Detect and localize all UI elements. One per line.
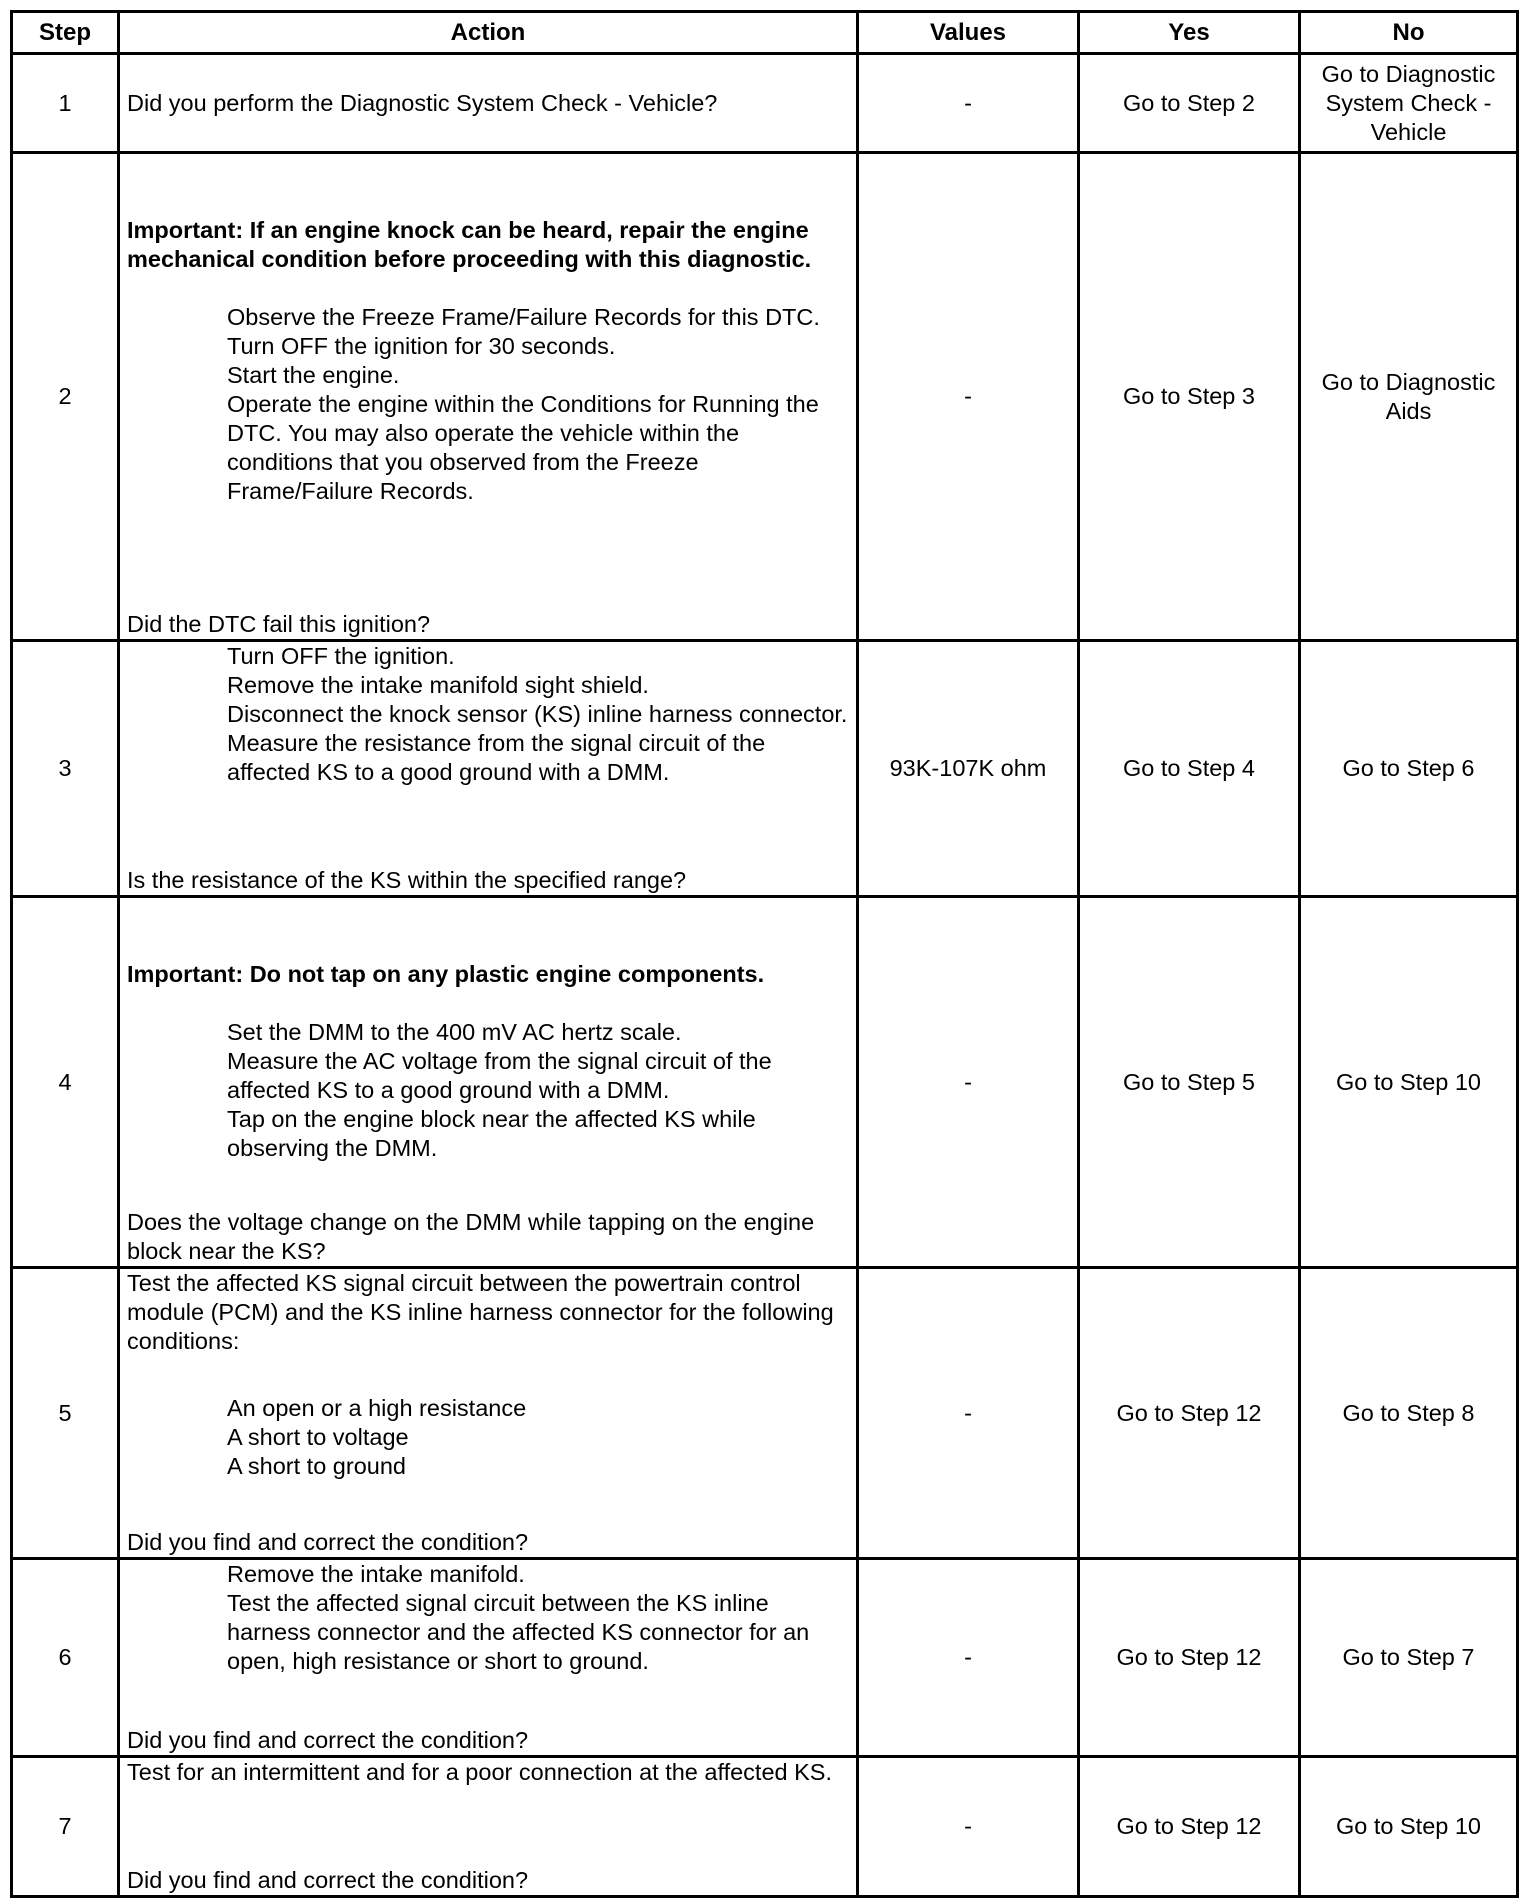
values-cell: 93K-107K ohm <box>858 641 1079 897</box>
diagnostic-table <box>10 10 1519 1898</box>
action-cell <box>119 641 858 897</box>
action-question: Is the resistance of the KS within the specified range? <box>127 867 687 893</box>
step-number: 1 <box>12 54 119 153</box>
action-intro: Did you perform the Diagnostic System Check - Vehicle? <box>127 89 718 116</box>
action-intro: Test for an intermittent and for a poor connection at the affected KS. <box>127 1759 832 1785</box>
action-cell <box>119 153 858 641</box>
table-row <box>12 54 1518 153</box>
no-cell: Go to Diagnostic Aids <box>1300 153 1518 641</box>
table-row <box>12 1559 1518 1757</box>
procedure-step: Remove the intake manifold. <box>227 1561 525 1587</box>
action-cell <box>119 1268 858 1559</box>
step-number: 2 <box>12 153 119 641</box>
header-no: No <box>1300 12 1518 54</box>
procedure-step: Set the DMM to the 400 mV AC hertz scale. <box>227 1019 682 1045</box>
action-question: Does the voltage change on the DMM while tapping on the engine block near the KS? <box>127 1209 815 1264</box>
procedure-step: Measure the AC voltage from the signal circuit of the affected KS to a good ground with a DMM. <box>227 1048 772 1103</box>
action-cell <box>119 897 858 1268</box>
procedure-steps <box>127 642 849 787</box>
procedure-step: A short to ground <box>227 1453 406 1479</box>
procedure-step: Test the affected signal circuit between the KS inline harness connector and the affected KS connector for an open, high resistance or short to ground. <box>227 1590 810 1674</box>
procedure-step: Operate the engine within the Conditions for Running the DTC. You may also operate the vehicle within the conditions that you observed from the Freeze Frame/Failure Records. <box>227 391 819 504</box>
yes-cell: Go to Step 2 <box>1079 54 1300 153</box>
procedure-step: Measure the resistance from the signal circuit of the affected KS to a good ground with a DMM. <box>227 730 766 785</box>
values-cell: - <box>858 1268 1079 1559</box>
values-cell: - <box>858 54 1079 153</box>
header-yes: Yes <box>1079 12 1300 54</box>
procedure-steps <box>127 1018 849 1163</box>
procedure-step: Disconnect the knock sensor (KS) inline harness connector. <box>227 701 848 727</box>
procedure-step: Tap on the engine block near the affected KS while observing the DMM. <box>227 1106 756 1161</box>
procedure-step: Turn OFF the ignition for 30 seconds. <box>227 333 616 359</box>
no-cell: Go to Step 6 <box>1300 641 1518 897</box>
action-question: Did the DTC fail this ignition? <box>127 611 431 637</box>
no-cell: Go to Step 10 <box>1300 1757 1518 1897</box>
table-row <box>12 1268 1518 1559</box>
procedure-step: Start the engine. <box>227 362 400 388</box>
yes-cell: Go to Step 5 <box>1079 897 1300 1268</box>
action-cell <box>119 54 858 153</box>
values-cell: - <box>858 1757 1079 1897</box>
table-row <box>12 897 1518 1268</box>
table-row <box>12 1757 1518 1897</box>
table-row <box>12 153 1518 641</box>
header-values: Values <box>858 12 1079 54</box>
action-intro: Test the affected KS signal circuit between the powertrain control module (PCM) and the KS inline harness connector for the following conditions: <box>127 1270 834 1354</box>
values-cell: - <box>858 897 1079 1268</box>
important-note: Important: Do not tap on any plastic engine components. <box>127 961 765 987</box>
header-action: Action <box>119 12 858 54</box>
yes-cell: Go to Step 4 <box>1079 641 1300 897</box>
yes-cell: Go to Step 3 <box>1079 153 1300 641</box>
action-cell <box>119 1757 858 1897</box>
action-question: Did you find and correct the condition? <box>127 1727 529 1753</box>
step-number: 7 <box>12 1757 119 1897</box>
action-question: Did you find and correct the condition? <box>127 1867 529 1893</box>
yes-cell: Go to Step 12 <box>1079 1268 1300 1559</box>
procedure-step: An open or a high resistance <box>227 1395 527 1421</box>
yes-cell: Go to Step 12 <box>1079 1757 1300 1897</box>
procedure-steps <box>127 1560 849 1676</box>
values-cell: - <box>858 1559 1079 1757</box>
action-cell <box>119 1559 858 1757</box>
step-number: 4 <box>12 897 119 1268</box>
yes-cell: Go to Step 12 <box>1079 1559 1300 1757</box>
values-cell: - <box>858 153 1079 641</box>
table-row <box>12 641 1518 897</box>
no-cell: Go to Diagnostic System Check - Vehicle <box>1300 54 1518 153</box>
header-step: Step <box>12 12 119 54</box>
procedure-step: A short to voltage <box>227 1424 409 1450</box>
procedure-steps <box>127 1394 849 1481</box>
procedure-step: Remove the intake manifold sight shield. <box>227 672 649 698</box>
procedure-step: Observe the Freeze Frame/Failure Records for this DTC. <box>227 304 820 330</box>
step-number: 6 <box>12 1559 119 1757</box>
action-question: Did you find and correct the condition? <box>127 1529 529 1555</box>
header-row <box>12 12 1518 54</box>
important-note: Important: If an engine knock can be heard, repair the engine mechanical condition before proceeding with this diagnostic. <box>127 217 812 272</box>
no-cell: Go to Step 8 <box>1300 1268 1518 1559</box>
procedure-step: Turn OFF the ignition. <box>227 643 455 669</box>
step-number: 5 <box>12 1268 119 1559</box>
no-cell: Go to Step 10 <box>1300 897 1518 1268</box>
step-number: 3 <box>12 641 119 897</box>
no-cell: Go to Step 7 <box>1300 1559 1518 1757</box>
procedure-steps <box>127 303 849 506</box>
